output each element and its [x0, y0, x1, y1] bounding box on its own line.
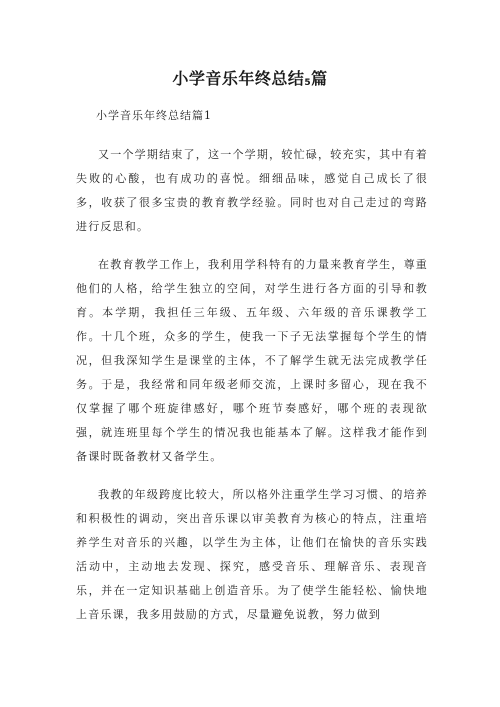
section-heading: 小学音乐年终总结篇1 [96, 109, 212, 122]
title-count: 5 [304, 78, 312, 88]
document-body [76, 104, 428, 627]
document-title [0, 66, 500, 89]
title-suffix: 篇 [311, 69, 328, 88]
paragraph-1: 又一个学期结束了，这一个学期，较忙碌，较充实，其中有着失败的心酸，也有成功的喜悦。细细品味，感觉自己成长了很多，收获了很多宝贵的教育教学经验。同时也对自己走过的弯路进行反思和。 [76, 148, 428, 233]
paragraph-2: 在教育教学工作上，我利用学科特有的力量来教育学生，尊重他们的人格，给学生独立的空间，对学生进行各方面的引导和教育。本学期，我担任三年级、五年级、六年级的音乐课教学工作。十几个班，众多的学生，使我一下子无法掌握每个学生的情况，但我深知学生是课堂的主体，不了解学生就无法完成教学任务。于是，我经常和同年级老师交流，上课时多留心，现在我不仅掌握了哪个班旋律感好，哪个班节奏感好，哪个班的表现欲强，就连班里每个学生的情况我也能基本了解。这样我才能作到备课时既备教材又备学生。 [76, 258, 428, 463]
paragraph-3: 我教的年级跨度比较大，所以格外注重学生学习习惯、的培养和积极性的调动，突出音乐课以审美教育为核心的特点，注重培养学生对音乐的兴趣，以学生为主体，让他们在愉快的音乐实践活动中，主动地去发现、探究，感受音乐、理解音乐、表现音乐，并在一定知识基础上创造音乐。为了使学生能轻松、愉快地上音乐课，我多用鼓励的方式，尽量避免说教，努力做到 [76, 488, 428, 621]
title-text: 小学音乐年终总结 [172, 69, 305, 88]
